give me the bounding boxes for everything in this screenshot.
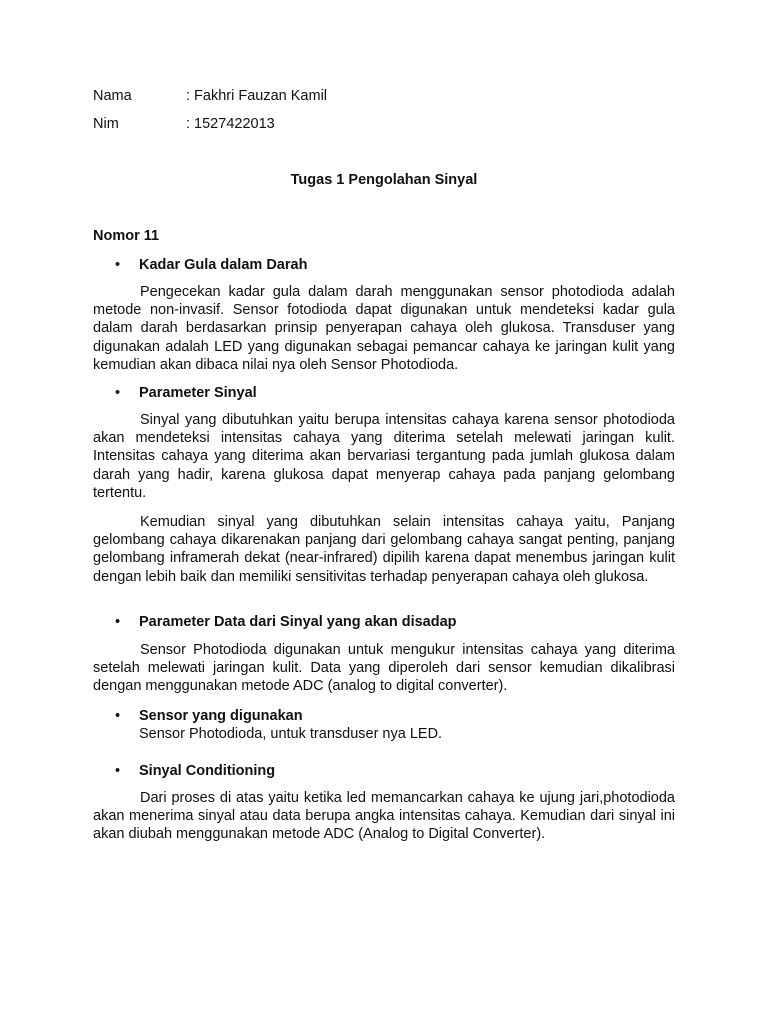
bullet-icon: • [115,257,121,273]
bullet-icon: • [115,763,121,779]
nim-value: : 1527422013 [186,116,275,132]
section-heading: Nomor 11 [93,228,160,244]
bullet-heading: Parameter Sinyal [139,385,257,401]
paragraph: Sinyal yang dibutuhkan yaitu berupa intensitas cahaya karena sensor photodioda akan mendeteksi intensitas cahaya yang diterima setelah melewati jaringan kulit. Intensitas cahaya yang diterima akan bervariasi tergantung pada jumlah glukosa dalam darah yang hadir, karena glukosa dapat menyerap cahaya pada panjang gelombang tertentu. [93,412,675,501]
sensor-line: Sensor Photodioda, untuk transduser nya LED. [139,726,443,742]
name-value: : Fakhri Fauzan Kamil [186,88,328,104]
bullet-heading: Sinyal Conditioning [139,763,276,779]
paragraph: Pengecekan kadar gula dalam darah menggunakan sensor photodioda adalah metode non-invasif. Sensor fotodioda dapat digunakan untuk mendeteksi kadar gula dalam darah berdasarkan prinsip penyerapan cahaya oleh glukosa. Transduser yang digunakan adalah LED yang digunakan sebagai pemancar cahaya ke jaringan kulit yang kemudian akan dibaca nilai nya oleh Sensor Photodioda. [93,284,675,373]
bullet-icon: • [115,708,121,724]
document-title: Tugas 1 Pengolahan Sinyal [290,172,478,188]
bullet-heading: Kadar Gula dalam Darah [139,257,308,273]
bullet-icon: • [115,385,121,401]
bullet-icon: • [115,614,121,630]
bullet-heading: Parameter Data dari Sinyal yang akan disadap [139,614,457,630]
paragraph: Sensor Photodioda digunakan untuk mengukur intensitas cahaya yang diterima setelah melewati jaringan kulit. Data yang diperoleh dari sensor kemudian dikalibrasi dengan menggunakan metode ADC (analog to digital converter). [93,642,675,695]
name-label: Nama [93,88,132,104]
paragraph: Dari proses di atas yaitu ketika led memancarkan cahaya ke ujung jari,photodioda akan menerima sinyal atau data berupa angka intensitas cahaya. Kemudian dari sinyal ini akan diubah menggunakan metode ADC (Analog to Digital Converter). [93,790,675,843]
bullet-heading: Sensor yang digunakan [139,708,303,724]
nim-label: Nim [93,116,119,132]
paragraph: Kemudian sinyal yang dibutuhkan selain intensitas cahaya yaitu, Panjang gelombang cahaya dikarenakan panjang dari gelombang cahaya sangat penting, panjang gelombang inframerah dekat (near-infrared) dipilih karena dapat menembus jaringan kulit dengan lebih baik dan memiliki sensitivitas terhadap penyerapan cahaya oleh glukosa. [93,514,675,585]
